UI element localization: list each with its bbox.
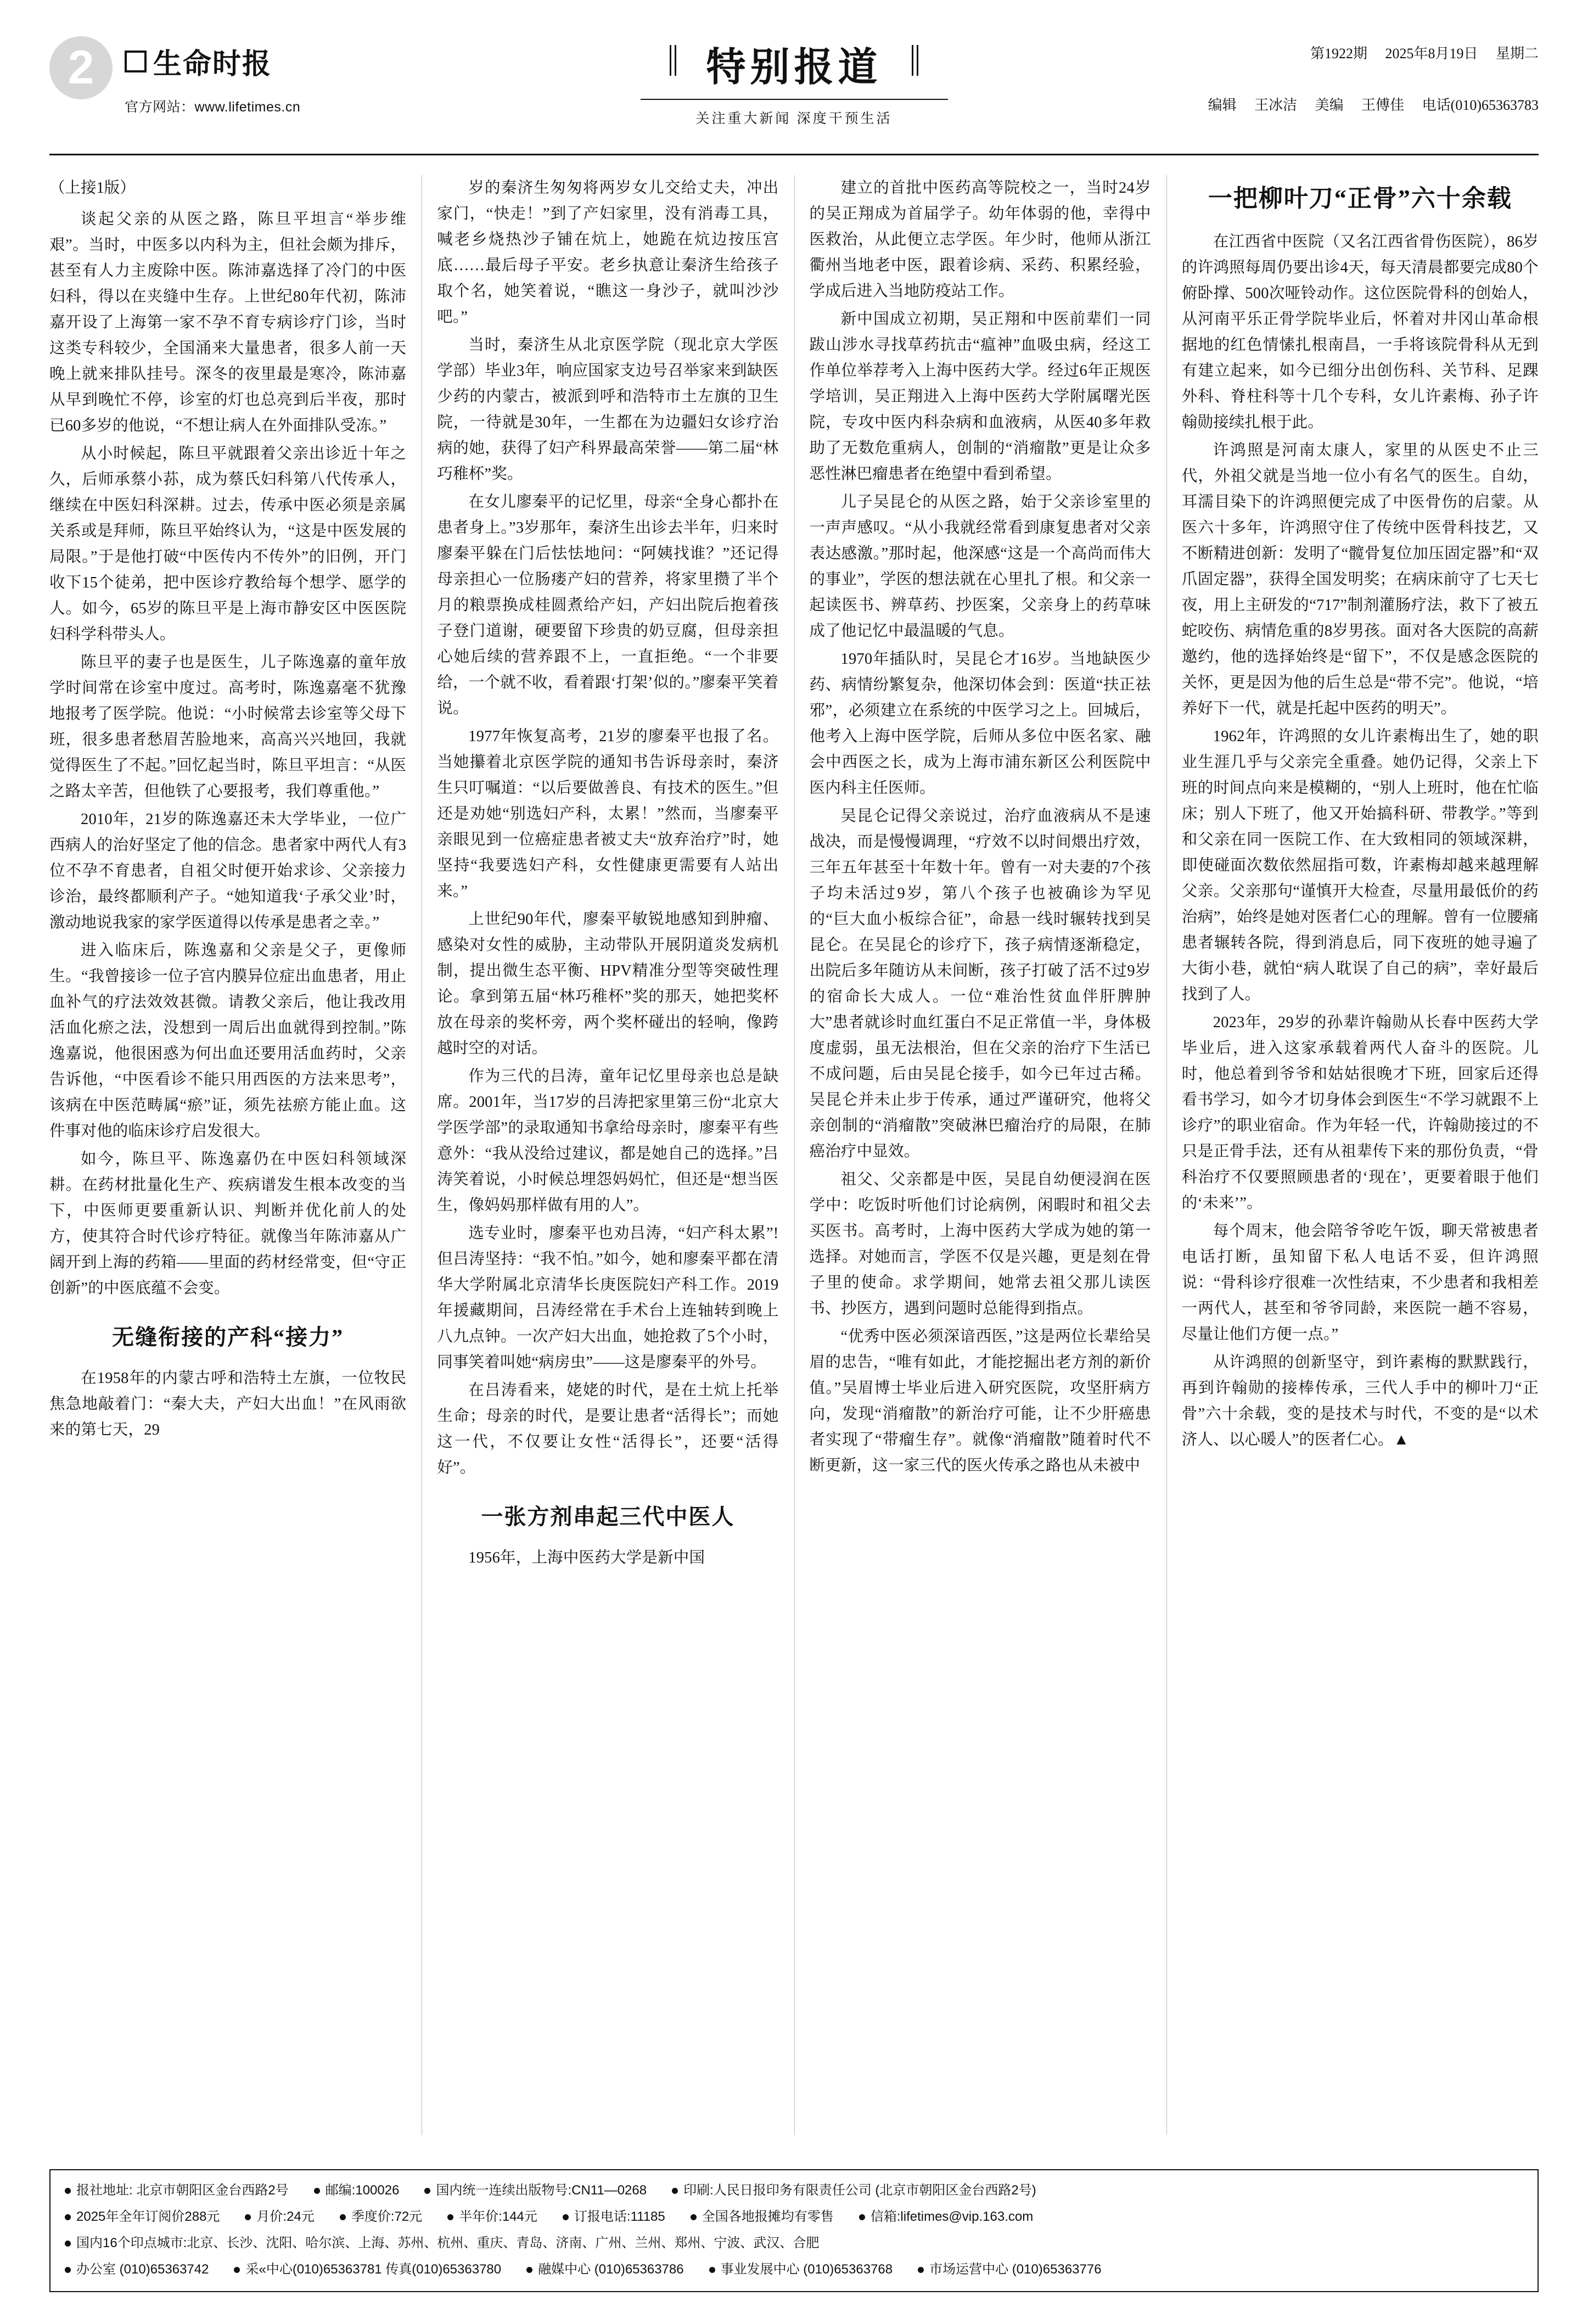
footer-item [918, 2257, 1101, 2282]
footer-item [234, 2257, 501, 2282]
issue-info-block [1194, 40, 1539, 120]
brand-name: 生命时报 [153, 49, 272, 80]
paragraph: 1962年，许鸿照的女儿许素梅出生了，她的职业生涯几乎与父亲完全重叠。她仍记得，父亲上下班的时间点向来是模糊的，“别人上班时，他在忙临床；别人下班了，他又开始搞科研、带教学。”等到和父亲在同一医院工作、在大致相同的领域深耕，即使碰面次数依然屈指可数，许素梅却越来越理解父亲。父亲那句“谨慎开大检查，尽量用最低价的药治病”，始终是她对医者仁心的理解。曾有一位腰痛患者辗转各院，得到消息后，同下夜班的她寻遍了大街小巷，就怕“病人耽误了自己的病”，幸好最后找到了人。 [1181, 728, 1539, 1003]
paragraph: 新中国成立初期，吴正翔和中医前辈们一同跋山涉水寻找草药抗击“瘟神”血吸虫病，经这工作单位举荐考入上海中医药大学。经过6年正规医学培训，吴正翔进入上海中医药大学附属曙光医院，专攻中医内科杂病和血液病，从医40多年救助了无数危重病人，创制的“消瘤散”更是让众多恶性淋巴瘤患者在绝望中看到希望。 [809, 311, 1151, 483]
footer-text: 全国各地报摊均有零售 [702, 2209, 834, 2224]
footer-text: 市场运营中心 (010)65363776 [929, 2262, 1102, 2277]
footer-text: 报社地址: 北京市朝阳区金台西路2号 [76, 2183, 289, 2198]
footer-item [526, 2257, 683, 2282]
footer-email[interactable]: 信箱:lifetimes@vip.163.com [870, 2209, 1034, 2224]
art-editor-name: 王傅佳 [1361, 97, 1405, 113]
bullet-icon [65, 2214, 71, 2220]
bullet-icon [245, 2214, 251, 2220]
paragraph: 如今，陈旦平、陈逸嘉仍在中医妇科领域深耕。在药材批量化生产、疾病谱发生根本改变的当下，中医师更要重新认识、判断并优化前人的处方，使其符合时代诊疗特征。就像当年陈沛嘉从广阔开到上海的药箱——里面的药材经常变，但“守正创新”的中医底蕴不会变。 [49, 1151, 407, 1297]
editor-label: 编辑 [1208, 97, 1237, 113]
bullet-icon [65, 2267, 71, 2273]
section-title-block [586, 35, 1003, 127]
issue-weekday: 星期二 [1495, 46, 1539, 61]
footer-item [563, 2204, 665, 2230]
issue-number: 第1922期 [1310, 46, 1367, 61]
continued-from-note: （上接1版） [49, 180, 136, 197]
column-1 [49, 175, 422, 2135]
paragraph: 从许鸿照的创新坚守，到许素梅的默默践行，再到许翰勋的接棒传承，三代人手中的柳叶刀“正骨”六十余载，变的是技术与时代，不变的是“以术济人、以心暖人”的医者仁心。▲ [1181, 1354, 1539, 1448]
column-2 [422, 175, 794, 2135]
paragraph: 每个周末，他会陪爷爷吃午饭，聊天常被患者电话打断，虽知留下私人电话不妥，但许鸿照说：“骨科诊疗很难一次性结束，不少患者和我相差一两代人，甚至和爷爷同龄，来医院一趟不容易，尽量让他们方便一点。” [1181, 1223, 1539, 1343]
paragraph: 祖父、父亲都是中医，吴昆自幼便浸润在医学中：吃饭时听他们讨论病例，闲暇时和祖父去买医书。高考时，上海中医药大学成为她的第一选择。对她而言，学医不仅是兴趣，更是刻在骨子里的使命。求学期间，她常去祖父那儿读医书、抄医方，遇到问题时总能得到指点。 [809, 1171, 1151, 1317]
footer-text: 订报电话:11185 [574, 2209, 665, 2224]
footer-row [65, 2204, 1523, 2230]
footer-item [340, 2204, 422, 2230]
paragraph: 1956年，上海中医药大学是新中国 [468, 1549, 705, 1566]
footer-item [65, 2257, 209, 2282]
footer-text: 国内统一连续出版物号:CN11—0268 [436, 2183, 647, 2198]
footer-text: 事业发展中心 (010)65363768 [720, 2262, 893, 2277]
footer-text: 月价:24元 [256, 2209, 315, 2224]
footer-text: 季度价:72元 [351, 2209, 423, 2224]
footer-text: 国内16个印点城市:北京、长沙、沈阳、哈尔滨、上海、苏州、杭州、重庆、青岛、济南、广州、兰州、郑州、宁波、武汉、合肥 [76, 2236, 820, 2250]
footer-item [447, 2204, 537, 2230]
footer-text: 采«中心(010)65363781 传真(010)65363780 [245, 2262, 502, 2277]
paragraph: 岁的秦济生匆匆将两岁女儿交给丈夫，冲出家门，“快走！”到了产妇家里，没有消毒工具，喊老乡烧热沙子铺在炕上，她跪在炕边按压宫底……最后母子平安。老乡执意让秦济生给孩子取个名，她笑着说，“瞧这一身沙子，就叫沙沙吧。” [437, 180, 779, 326]
paragraph: 建立的首批中医药高等院校之一，当时24岁的吴正翔成为首届学子。幼年体弱的他，幸得中医救治，从此便立志学医。年少时，他师从浙江衢州当地老中医，跟着诊病、采药、积累经验，学成后进入当地防疫站工作。 [809, 180, 1151, 300]
paragraph: 2023年，29岁的孙辈许翰勋从长春中医药大学毕业后，进入这家承载着两代人奋斗的医院。儿时，他总着到爷爷和姑姑很晚才下班，回家后还得看书学习，如今才切身体会到医生“不学习就跟不上诊疗”的职业宿命。作为年轻一代，许翰勋接过的不只是正骨手法，还有从祖辈传下来的那份负责，“骨科治疗不仅要照顾患者的‘现在’，更要着眼于他们的‘未来’”。 [1181, 1014, 1539, 1212]
page-number-badge: 2 [49, 36, 113, 99]
column-4 [1166, 175, 1539, 2135]
paragraph: 在江西省中医院（又名江西省骨伤医院），86岁的许鸿照每周仍要出诊4天，每天清晨都要完成80个俯卧撑、500次哑铃动作。这位医院骨科的创始人，从河南平乐正骨学院毕业后，怀着对井冈山革命根据地的红色情愫扎根南昌，一手将该院骨科从无到有建立起来，如今已细分出创伤科、关节科、足踝外科、脊柱科等十几个专科，女儿许素梅、孙子许翰勋接续扎根于此。 [1181, 233, 1539, 431]
paragraph: 进入临床后，陈逸嘉和父亲是父子，更像师生。“我曾接诊一位子宫内膜异位症出血患者，用止血补气的疗法效效甚微。请教父亲后，他让我改用活血化瘀之法，没想到一周后出血就得到控制。”陈逸嘉说，他很困惑为何出血还要用活血药时，父亲告诉他，“中医看诊不能只用西医的方法来思考”，该病在中医范畴属“瘀”证，须先祛瘀方能止血。这件事对他的临床诊疗启发很大。 [49, 942, 407, 1140]
paragraph: “优秀中医必须深谙西医，”这是两位长辈给吴眉的忠告，“唯有如此，才能挖掘出老方剂的新价值。”吴眉博士毕业后进入研究医院，攻坚肝病方向，发现“消瘤散”的新治疗可能，让不少肝癌患者实现了“带瘤生存”。就像“消瘤散”随着时代不断更新，这一家三代的医火传承之路也从未被中 [809, 1328, 1151, 1474]
page-footer [49, 2169, 1539, 2292]
bullet-icon [859, 2214, 865, 2220]
issue-line [1194, 40, 1539, 68]
footer-text: 印刷:人民日报印务有限责任公司 (北京市朝阳区金台西路2号) [683, 2183, 1036, 2198]
paragraph: 选专业时，廖秦平也劝吕涛，“妇产科太累”!但吕涛坚持：“我不怕。”如今，她和廖秦平都在清华大学附属北京清华长庚医院妇产科工作。2019年援藏期间，吕涛经常在手术台上连轴转到晚上八九点钟。一次产妇大出血，她抢救了5个小时，同事笑着叫她“病房虫”——这是廖秦平的外号。 [437, 1225, 779, 1371]
editors-line [1194, 91, 1539, 120]
footer-item [65, 2231, 819, 2256]
page-subtitle: 关注重大新闻 深度干预生活 [695, 111, 893, 126]
brand-logo [125, 41, 300, 82]
bullet-icon [563, 2214, 569, 2220]
page-title: 特别报道 [684, 35, 904, 92]
paragraph: 当时，秦济生从北京医学院（现北京大学医学部）毕业3年，响应国家支边号召举家来到缺医少药的内蒙古，被派到呼和浩特市土左旗的卫生院，一待就是30年，一生都在为边疆妇女诊疗治病的她，获得了妇产科界最高荣誉——第二届“林巧稚杯”奖。 [437, 337, 779, 483]
bullet-icon [526, 2267, 532, 2273]
footer-item [709, 2257, 893, 2282]
bullet-icon [918, 2267, 924, 2273]
paragraph: 1977年恢复高考，21岁的廖秦平也报了名。当她攥着北京医学院的通知书告诉母亲时，秦济生只叮嘱道：“以后要做善良、有技术的医生。”但还是劝她“别选妇产科，太累！”然而，当廖秦平亲眼见到一位癌症患者被丈夫“放弃治疗”时，她坚持“我要选妇产科，女性健康更需要有人站出来。” [437, 728, 779, 900]
bullet-icon [691, 2214, 697, 2220]
bullet-icon [340, 2214, 346, 2220]
contact-phone: 电话(010)65363783 [1422, 97, 1539, 113]
bullet-icon [65, 2241, 71, 2247]
paragraph: 在女儿廖秦平的记忆里，母亲“全身心都扑在患者身上。”3岁那年，秦济生出诊去半年，归来时廖秦平躲在门后怯怯地问：“阿姨找谁？”还记得母亲担心一位肠瘘产妇的营养，将家里攒了半个月的粮票换成桂圆煮给产妇，产妇出院后抱着孩子登门道谢，硬要留下珍贵的奶豆腐，但母亲担心她后续的营养跟不上，一直拒绝。“一个非要给，一个就不收，看着跟‘打架’似的。”廖秦平笑着说。 [437, 494, 779, 717]
footer-text: 办公室 (010)65363742 [76, 2262, 209, 2277]
bullet-icon [447, 2214, 453, 2220]
editor-name: 王冰洁 [1254, 97, 1298, 113]
footer-item [314, 2178, 400, 2203]
paragraph: 上世纪90年代，廖秦平敏锐地感知到肿瘤、感染对女性的威胁，主动带队开展阴道炎发病机制，提出微生态平衡、HPV精准分型等突破性理论。拿到第五届“林巧稚杯”奖的那天，她把奖杯放在母亲的奖杯旁，两个奖杯碰出的轻响，像跨越时空的对话。 [437, 911, 779, 1057]
footer-item [245, 2204, 314, 2230]
paragraph: 吴昆仑记得父亲说过，治疗血液病从不是速战决，而是慢慢调理，“疗效不以时间煨出疗效，三年五年甚至十年数十年。曾有一对夫妻的7个孩子均未活过9岁，第八个孩子也被确诊为罕见的“巨大血小板综合征”，命悬一线时辗转找到吴昆仑。在吴昆仑的诊疗下，孩子病情逐渐稳定，出院后多年随访从未间断，孩子打破了活不过9岁的宿命长大成人。一位“难治性贫血伴肝脾肿大”患者就诊时血红蛋白不足正常值一半，身体极度虚弱，虽无法根治，但在父亲的治疗下生活已不成问题，后由吴昆仑接手，如今已年过古稀。吴昆仑并未止步于传承，通过严谨研究，他将父亲创制的“消瘤散”突破淋巴瘤治疗的局限，在肺癌治疗中显效。 [809, 808, 1151, 1160]
subsection-heading: 无缝衔接的产科“接力” [112, 1325, 344, 1349]
paragraph: 谈起父亲的从医之路，陈旦平坦言“举步维艰”。当时，中医多以内科为主，但社会颇为排斥，甚至有人力主废除中医。陈沛嘉选择了冷门的中医妇科，得以在夹缝中生存。上世纪80年代初，陈沛嘉开设了上海第一家不孕不育专病诊疗门诊，当时这类专科较少，全国涌来大量患者，很多人前一天晚上就来排队挂号。深冬的夜里最是寒冷，陈沛嘉从早到晚忙不停，诊室的灯也总亮到后半夜，那时已60多岁的他说，“不想让病人在外面排队受冻。” [49, 211, 407, 434]
footer-text: 邮编:100026 [325, 2183, 400, 2198]
footer-item [424, 2178, 647, 2203]
footer-item [691, 2204, 834, 2230]
footer-item [65, 2204, 220, 2230]
paragraph: 在吕涛看来，姥姥的时代，是在土炕上托举生命；母亲的时代，是要让患者“活得长”；而她这一代，不仅要让女性“活得长”，还要“活得好”。 [437, 1382, 779, 1476]
bullet-icon [234, 2267, 240, 2273]
paragraph: 2010年，21岁的陈逸嘉还未大学毕业，一位广西病人的治好坚定了他的信念。患者家中两代人有3位不孕不育患者，自祖父时便开始求诊、父亲接力诊治，最终都顺利产子。“她知道我‘子承父业’时，激动地说我家的家学医道得以传承是患者之幸。” [49, 811, 407, 931]
footer-text: 半年价:144元 [459, 2209, 537, 2224]
paragraph: 许鸿照是河南太康人，家里的从医史不止三代，外祖父就是当地一位小有名气的医生。自幼，耳濡目染下的许鸿照便完成了中医骨伤的启蒙。从医六十多年，许鸿照守住了传统中医骨科技艺，又不断精进创新：发明了“髋骨复位加压固定器”和“双爪固定器”，获得全国发明奖；在病床前守了七天七夜，用上主研发的“717”制剂灌肠疗法，救下了被五蛇咬伤、病情危重的8岁男孩。面对各大医院的高薪邀约，他的选择始终是“留下”，不仅是感念医院的关怀，更是因为他的后生总是“带不完”。他说，“培养好下一代，就是托起中医药的明天”。 [1181, 442, 1539, 717]
footer-item [65, 2178, 289, 2203]
footer-item [672, 2178, 1036, 2203]
paragraph: 作为三代的吕涛，童年记忆里母亲也总是缺席。2001年，当17岁的吕涛把家里第三份“北京大学医学部”的录取通知书拿给母亲时，廖秦平有些意外：“我从没给过建议，都是她自己的选择。”吕涛笑着说，小时候总埋怨妈妈忙，但还是“想当医生，像妈妈那样做有用的人”。 [437, 1068, 779, 1214]
bullet-icon [65, 2188, 71, 2194]
issue-date: 2025年8月19日 [1385, 46, 1478, 61]
paragraph: 1970年插队时，吴昆仑才16岁。当地缺医少药、病情纷繁复杂，他深切体会到：医道“扶正祛邪”，必须建立在系统的中医学习之上。回城后，他考入上海中医学院，后师从多位中医名家、融会中西医之长，成为上海市浦东新区公利医院中医内科主任医师。 [809, 651, 1151, 797]
footer-row [65, 2231, 1523, 2256]
brand-block [125, 33, 300, 116]
article-columns [49, 175, 1539, 2135]
footer-row [65, 2178, 1523, 2203]
paragraph: 陈旦平的妻子也是医生，儿子陈逸嘉的童年放学时间常在诊室中度过。高考时，陈逸嘉毫不犹豫地报考了医学院。他说：“小时候常去诊室等父母下班，很多患者愁眉苦脸地来，高高兴兴地回，我就觉得医生了不起。”回忆起当时，陈旦平坦言：“从医之路太辛苦，但他铁了心要报考，我们尊重他。” [49, 654, 407, 800]
subsection-heading: 一张方剂串起三代中医人 [481, 1504, 735, 1529]
footer-item [859, 2204, 1033, 2230]
article-heading: 一把柳叶刀“正骨”六十余载 [1208, 185, 1512, 212]
art-editor-label: 美编 [1315, 97, 1344, 113]
title-divider [641, 99, 948, 100]
bullet-icon [424, 2188, 430, 2194]
paragraph: 从小时候起，陈旦平就跟着父亲出诊近十年之久，后师承蔡小荪，成为蔡氏妇科第八代传承人，继续在中医妇科深耕。过去，传承中医必须是亲属关系或是拜师，陈旦平始终认为，“这是中医发展的局限。”于是他打破“中医传内不传外”的旧例，开门收下15个徒弟，把中医诊疗教给每个想学、愿学的人。如今，65岁的陈旦平是上海市静安区中医医院妇科学科带头人。 [49, 445, 407, 643]
paragraph: 儿子吴昆仑的从医之路，始于父亲诊室里的一声声感叹。“从小我就经常看到康复患者对父亲表达感激。”那时起，他深感“这是一个高尚而伟大的事业”，学医的想法就在心里扎了根。和父亲一起读医书、辨草药、抄医案，父亲身上的药草味成了他记忆中最温暖的气息。 [809, 494, 1151, 640]
official-website-label: 官方网站：www.lifetimes.cn [125, 99, 301, 115]
bullet-icon [314, 2188, 320, 2194]
footer-text: 融媒中心 (010)65363786 [538, 2262, 684, 2277]
brand-mark-icon [125, 51, 147, 72]
footer-row [65, 2257, 1523, 2282]
paragraph: 在1958年的内蒙古呼和浩特土左旗，一位牧民焦急地敲着门：“秦大夫，产妇大出血！”在风雨欲来的第七天，29 [49, 1370, 407, 1438]
footer-text: 2025年全年订阅价288元 [76, 2209, 220, 2224]
bullet-icon [672, 2188, 678, 2194]
masthead [49, 33, 1539, 155]
column-3 [794, 175, 1166, 2135]
bullet-icon [709, 2267, 715, 2273]
